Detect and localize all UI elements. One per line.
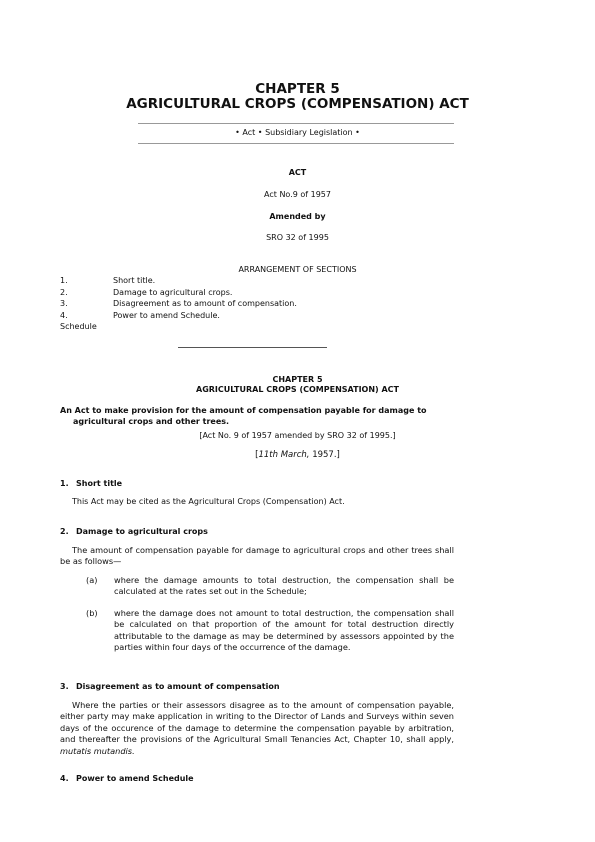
section-2-heading: 2. Damage to agricultural crops [60, 527, 208, 536]
bullet-icon: • [355, 128, 360, 137]
nav-link-act[interactable]: Act [242, 128, 256, 137]
act-label: ACT [288, 168, 307, 177]
para-b-label: (b) [86, 608, 98, 618]
amended-by-label: Amended by [269, 212, 326, 221]
para-a-label: (a) [86, 575, 98, 585]
commencement-date: [11th March, 1957.] [255, 450, 340, 460]
para-b-text: where the damage does not amount to total destruction, the compensation shall be calculated on that proportion of the amount for total destruction directly attributable to the damage as may be determined by assessors appointed by the parties within four days of the occurrence of the damage. [114, 608, 454, 653]
arrangement-item[interactable]: 3. Disagreement as to amount of compensation. [60, 299, 297, 308]
para-a-text: where the damage amounts to total destruction, the compensation shall be calculated at the rates set out in the Schedule; [114, 575, 454, 597]
act-number: Act No.9 of 1957 [264, 190, 331, 199]
nav-link-subsidiary[interactable]: Subsidiary Legislation [265, 128, 353, 137]
arrangement-heading: ARRANGEMENT OF SECTIONS [238, 265, 357, 274]
act-title: AGRICULTURAL CROPS (COMPENSATION) ACT [126, 96, 469, 112]
arrangement-list [60, 276, 297, 334]
arrangement-item[interactable]: 4. Power to amend Schedule. [60, 310, 220, 320]
section-4-heading: 4. Power to amend Schedule [60, 774, 194, 783]
act-citation: [Act No. 9 of 1957 amended by SRO 32 of 1995.] [199, 431, 396, 440]
divider-top [138, 123, 454, 124]
long-title: An Act to make provision for the amount of compensation payable for damage to agricultural crops and other trees. [60, 406, 427, 426]
section-1-heading: 1. Short title [60, 479, 123, 488]
body-act-title: AGRICULTURAL CROPS (COMPENSATION) ACT [196, 385, 399, 394]
arrangement-item[interactable]: 2. Damage to agricultural crops. [60, 287, 233, 297]
section-3-text: Where the parties or their assessors disagree as to the amount of compensation payable, either party may make application in writing to the Director of Lands and Surveys within seven days of the occurence of the damage to determine the compensation payable by arbitration, and thereafter the provisions of the Agricultural Small Tenancies Act, Chapter 10, shall apply, mutatis mutandis. [60, 700, 454, 756]
chapter-heading: CHAPTER 5 [255, 81, 340, 97]
nav-links [0, 128, 595, 137]
bullet-icon: • [257, 128, 263, 137]
schedule-link[interactable]: Schedule [60, 322, 97, 331]
section-2-intro: The amount of compensation payable for damage to agricultural crops and other trees shall be as follows— [60, 545, 454, 567]
section-divider [178, 347, 327, 348]
bullet-icon: • [235, 128, 240, 137]
sro-reference: SRO 32 of 1995 [266, 233, 329, 242]
section-1-text: This Act may be cited as the Agricultural Crops (Compensation) Act. [72, 497, 345, 506]
body-chapter-heading: CHAPTER 5 [272, 375, 323, 384]
section-3-heading: 3. Disagreement as to amount of compensation [60, 682, 280, 691]
arrangement-item[interactable]: 1. Short title. [60, 276, 156, 285]
divider-bottom [138, 143, 454, 144]
